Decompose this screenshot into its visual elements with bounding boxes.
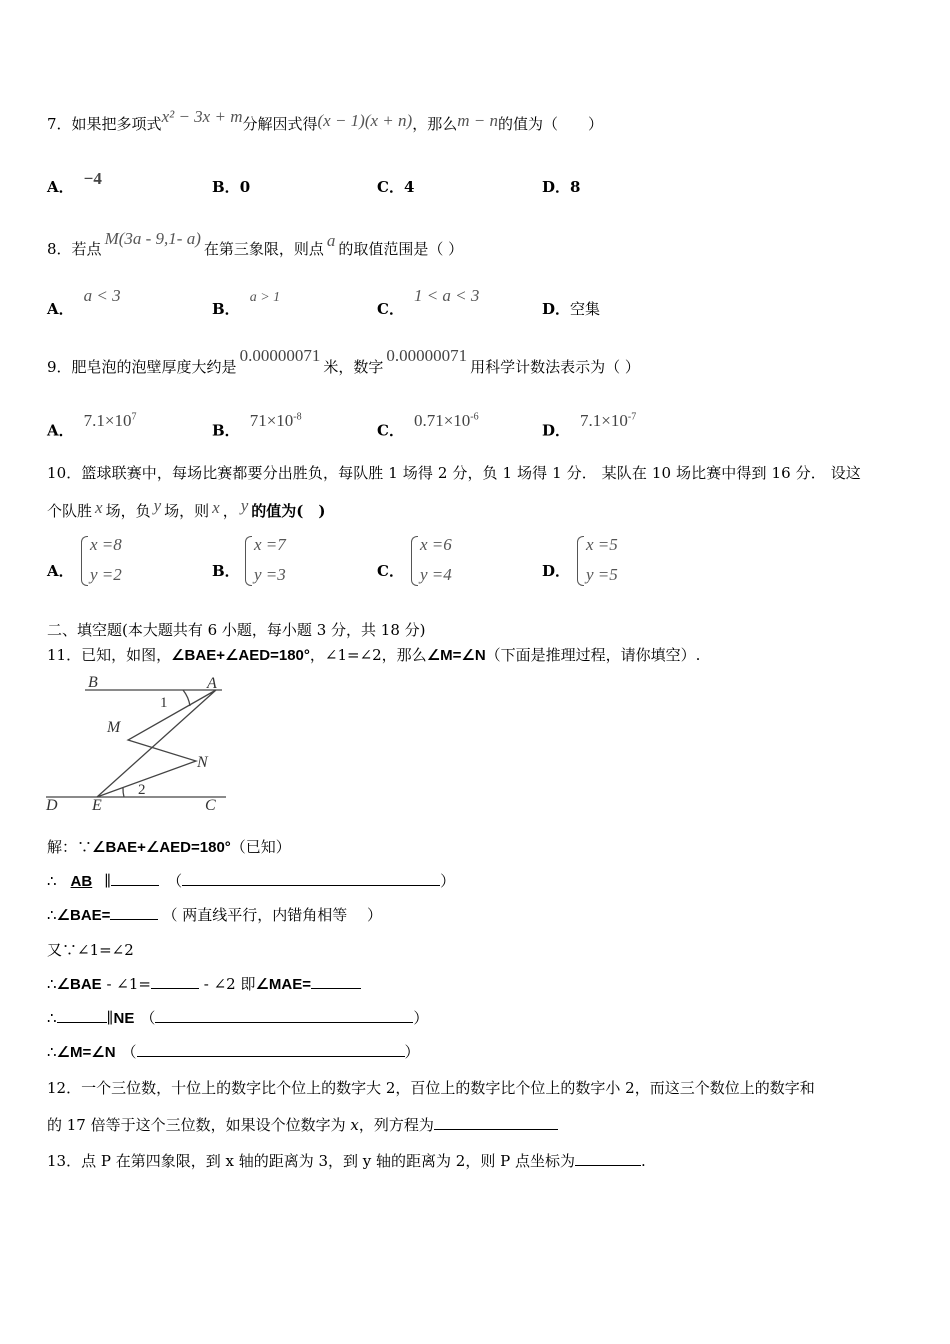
label-M: M (107, 719, 121, 736)
q9-number: 9． (47, 358, 72, 376)
q7-option-a: A． −4 (47, 169, 102, 196)
q11-step4: 又∵∠1=∠2 (47, 941, 134, 959)
q8-expr2: a (326, 231, 336, 250)
q7-option-b: B．0 (212, 178, 251, 196)
q11-stem: 11．已知，如图，∠BAE+∠AED=180°，∠1=∠2，那么∠M=∠N（下面是推理过程，请你填空）. (47, 646, 701, 664)
q9-option-a: A．$7.1\times 10^7$ (47, 410, 137, 440)
q7-option-d: D．8 (542, 178, 581, 196)
q12-number: 12． (47, 1079, 82, 1097)
q12-answer-blank (434, 1115, 558, 1130)
q8-expr1: M(3a - 9,1- a) (104, 229, 201, 248)
label-B: B (88, 674, 98, 691)
q7-expr3: m − n (457, 111, 498, 130)
q9-option-b: B．$71\times 10^{-8}$ (212, 410, 302, 440)
label-C: C (205, 797, 216, 814)
q10-number: 10． (47, 464, 82, 482)
q9-stem: 9．肥皂泡的泡壁厚度大约是0.00000071米，数字0.00000071用科学计数法表示为（ ） (47, 346, 640, 376)
label-N: N (197, 754, 208, 771)
label-angle-2: 2 (138, 782, 146, 798)
q11-step6: ∴ ∥NE （ ） (47, 1009, 429, 1027)
label-A: A (207, 675, 217, 692)
q11-number: 11． (47, 646, 82, 664)
q9-expr1: 0.00000071 (239, 346, 321, 365)
q9-option-c: C．$0.71\times 10^{-6}$ (377, 410, 479, 440)
label-angle-1: 1 (160, 695, 168, 711)
q8-number: 8． (47, 240, 72, 258)
q11-figure (40, 670, 240, 818)
q11-step1: 解：∵∠BAE+∠AED=180°（已知） (47, 838, 291, 856)
q10-line2: 个队胜 x 场，负 y 场，则 x ， y 的值为( ) (47, 496, 326, 520)
q10-line1: 10．篮球联赛中，每场比赛都要分出胜负，每队胜 1 场得 2 分，负 1 场得 1 分． 某队在 10 场比赛中得到 16 分． 设这 (47, 464, 861, 482)
q11-step2: ∴ AB ∥ （ ） (47, 872, 456, 890)
q12-line2: 的 17 倍等于这个三位数，如果设个位数字为 x，列方程为 (47, 1115, 558, 1135)
q8-stem: 8．若点M(3a - 9,1- a)在第三象限，则点 a 的取值范围是（ ） (47, 229, 464, 258)
q7-expr2: (x − 1)(x + n) (317, 111, 413, 130)
q13-stem: 13．点 P 在第四象限，到 x 轴的距离为 3，到 y 轴的距离为 2，则 P 点坐标为 . (47, 1152, 646, 1170)
q9-option-d: D．$7.1\times 10^{-7}$ (542, 410, 637, 440)
q11-step5: ∴∠BAE - ∠1= - ∠2 即∠MAE= (47, 974, 361, 995)
q13-answer-blank (575, 1151, 641, 1166)
q7-stem: 7．如果把多项式x² − 3x + m分解因式得(x − 1)(x + n)，那么m − n的值为（ ） (47, 107, 603, 133)
q12-line1: 12．一个三位数，十位上的数字比个位上的数字大 2，百位上的数字比个位上的数字小 2，而这三个数位上的数字和 (47, 1079, 815, 1097)
q11-step3: ∴∠BAE= （ 两直线平行，内错角相等 ） (47, 906, 382, 924)
q8-option-d: D．空集 (542, 300, 601, 318)
q13-number: 13． (47, 1152, 82, 1170)
q8-option-c: C．1 < a < 3 (377, 286, 480, 318)
label-D: D (46, 797, 58, 814)
q7-number: 7． (47, 115, 72, 133)
q11-step7: ∴∠M=∠N （ ） (47, 1043, 420, 1061)
q8-option-a: A．a < 3 (47, 286, 121, 318)
q7-option-c: C．4 (377, 178, 415, 196)
q7-expr1: x² − 3x + m (161, 107, 243, 126)
q9-expr2: 0.00000071 (386, 346, 468, 365)
q8-option-b: B．a > 1 (212, 290, 281, 318)
section-heading: 二、填空题(本大题共有 6 小题，每小题 3 分，共 18 分) (47, 621, 426, 639)
label-E: E (92, 797, 102, 814)
